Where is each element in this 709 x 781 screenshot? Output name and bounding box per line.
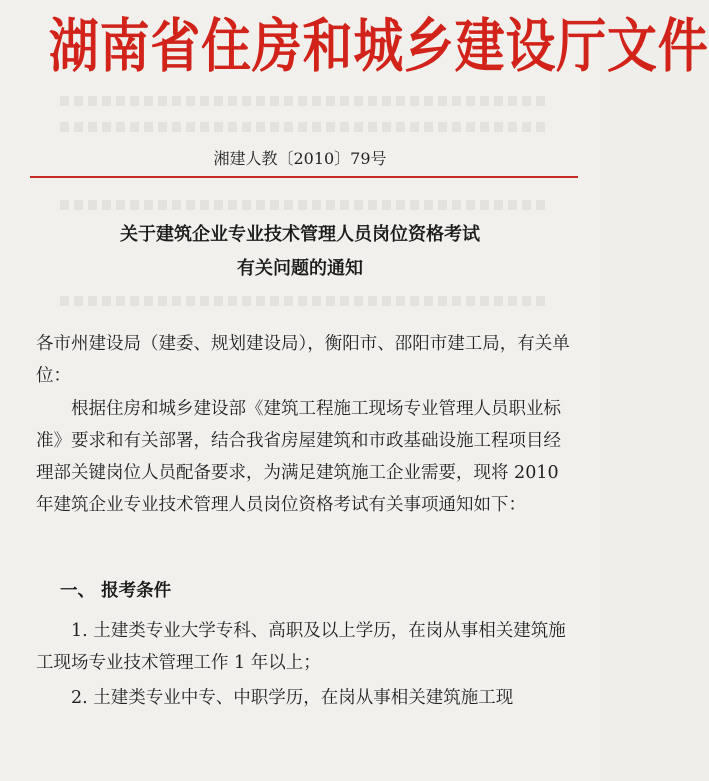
agency-title: 湖南省住房和城乡建设厅文件 [48, 12, 709, 80]
notice-title-line-2: 有关问题的通知 [237, 258, 363, 279]
list-item: 2. 土建类专业中专、中职学历，在岗从事相关建筑施工现 [71, 688, 514, 708]
bleed-through-text [60, 296, 550, 306]
bleed-through-text [60, 122, 550, 132]
body-paragraph: 根据住房和城乡建设部《建筑工程施工现场专业管理人员职业标准》要求和有关部署，结合我省房屋建筑和市政基础设施工程项目经理部关键岗位人员配备要求，为满足建筑施工企业需要，现将 2010 年建筑企业专业技术管理人员岗位资格考试有关事项通知如下： [36, 399, 561, 515]
letterhead [0, 0, 709, 92]
notice-title-line-1: 关于建筑企业专业技术管理人员岗位资格考试 [120, 224, 480, 245]
list-item: 1. 土建类专业大学专科、高职及以上学历，在岗从事相关建筑施工现场专业技术管理工作 1 年以上； [36, 621, 566, 673]
notice-title [0, 218, 600, 286]
red-divider-line [30, 176, 578, 178]
addressee: 各市州建设局（建委、规划建设局），衡阳市、邵阳市建工局，有关单位： [36, 334, 570, 386]
document-number: 湘建人教〔2010〕79号 [213, 149, 387, 168]
bleed-through-text [60, 200, 550, 210]
section-heading-eligibility: 一、 报考条件 [60, 581, 172, 601]
bleed-through-text [60, 96, 550, 106]
